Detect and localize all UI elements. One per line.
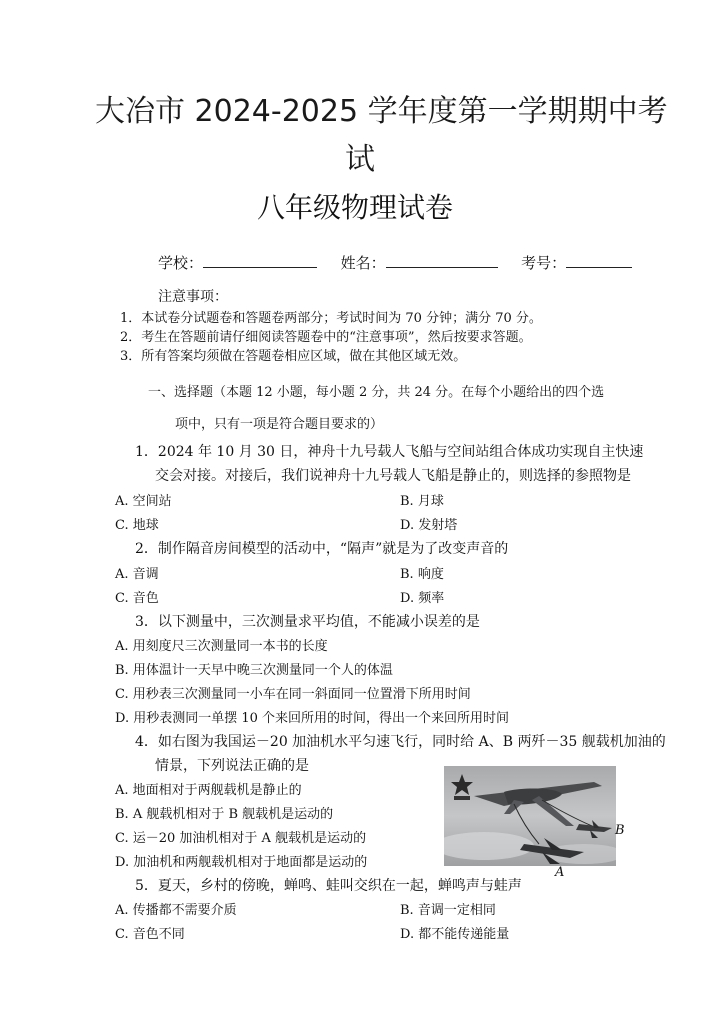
q4-option-d[interactable]: D. 加油机和两舰载机相对于地面都是运动的 xyxy=(115,855,368,870)
q3-option-d[interactable]: D. 用秒表测同一单摆 10 个来回所用的时间，得出一个来回所用时间 xyxy=(115,711,510,726)
q1-stem-line1: 1．2024 年 10 月 30 日，神舟十九号载人飞船与空间站组合体成功实现自主快速 xyxy=(135,444,644,460)
q2-option-a[interactable]: A. 音调 xyxy=(115,567,159,582)
q2-stem: 2．制作隔音房间模型的活动中，“隔声”就是为了改变声音的 xyxy=(135,541,509,557)
section1-line1: 一、选择题（本题 12 小题，每小题 2 分，共 24 分。在每个小题给出的四个选 xyxy=(148,385,605,400)
q4-option-a[interactable]: A. 地面相对于两舰载机是静止的 xyxy=(115,783,302,798)
q5-option-c[interactable]: C. 音色不同 xyxy=(115,927,185,942)
q1-option-a[interactable]: A. 空间站 xyxy=(115,494,172,509)
q3-stem: 3．以下测量中，三次测量求平均值，不能减小误差的是 xyxy=(135,614,480,630)
q4-option-b[interactable]: B. A 舰载机相对于 B 舰载机是运动的 xyxy=(115,807,334,822)
notice-item: 3．所有答案均须做在答题卷相应区域，做在其他区域无效。 xyxy=(120,349,467,364)
name-blank[interactable] xyxy=(386,253,498,268)
info-row xyxy=(158,252,632,273)
q2-option-c[interactable]: C. 音色 xyxy=(115,591,159,606)
aircraft-refueling-image xyxy=(444,766,616,866)
exam-title-line2: 试 xyxy=(345,142,375,177)
q2-option-d[interactable]: D. 频率 xyxy=(400,591,445,606)
q4-label-b: B xyxy=(615,823,625,838)
q5-option-a[interactable]: A. 传播都不需要介质 xyxy=(115,903,237,918)
school-label: 学校： xyxy=(158,254,204,272)
q3-option-a[interactable]: A. 用刻度尺三次测量同一本书的长度 xyxy=(115,639,328,654)
exam-title-line1: 大冶市 2024-2025 学年度第一学期期中考 xyxy=(95,94,668,129)
q5-option-b[interactable]: B. 音调一定相同 xyxy=(400,903,496,918)
q4-stem-line1: 4．如右图为我国运－20 加油机水平匀速飞行，同时给 A、B 两歼－35 舰载机加油的 xyxy=(135,734,666,750)
q2-option-b[interactable]: B. 响度 xyxy=(400,567,444,582)
q4-option-c[interactable]: C. 运－20 加油机相对于 A 舰载机是运动的 xyxy=(115,831,367,846)
q1-option-d[interactable]: D. 发射塔 xyxy=(400,518,458,533)
number-label: 考号： xyxy=(521,254,567,272)
q4-label-a: A xyxy=(555,865,565,880)
q1-option-c[interactable]: C. 地球 xyxy=(115,518,159,533)
q4-aircraft-photo xyxy=(444,766,616,866)
q1-stem-line2: 交会对接。对接后，我们说神舟十九号载人飞船是静止的，则选择的参照物是 xyxy=(155,468,631,484)
q3-option-b[interactable]: B. 用体温计一天早中晚三次测量同一个人的体温 xyxy=(115,663,393,678)
notice-item: 2．考生在答题前请仔细阅读答题卷中的“注意事项”，然后按要求答题。 xyxy=(120,330,532,345)
name-label: 姓名： xyxy=(340,254,386,272)
school-blank[interactable] xyxy=(203,253,317,268)
q4-stem-line2: 情景，下列说法正确的是 xyxy=(155,758,309,774)
exam-subtitle: 八年级物理试卷 xyxy=(257,191,454,224)
q1-option-b[interactable]: B. 月球 xyxy=(400,494,444,509)
section1-line2: 项中，只有一项是符合题目要求的） xyxy=(175,417,384,432)
q5-stem: 5．夏天，乡村的傍晚，蝉鸣、蛙叫交织在一起，蝉鸣声与蛙声 xyxy=(135,878,522,894)
number-blank[interactable] xyxy=(566,253,632,268)
q3-option-c[interactable]: C. 用秒表三次测量同一小车在同一斜面同一位置滑下所用时间 xyxy=(115,687,471,702)
q5-option-d[interactable]: D. 都不能传递能量 xyxy=(400,927,510,942)
notice-item: 1．本试卷分试题卷和答题卷两部分；考试时间为 70 分钟；满分 70 分。 xyxy=(120,311,542,326)
notice-heading: 注意事项： xyxy=(158,289,228,305)
